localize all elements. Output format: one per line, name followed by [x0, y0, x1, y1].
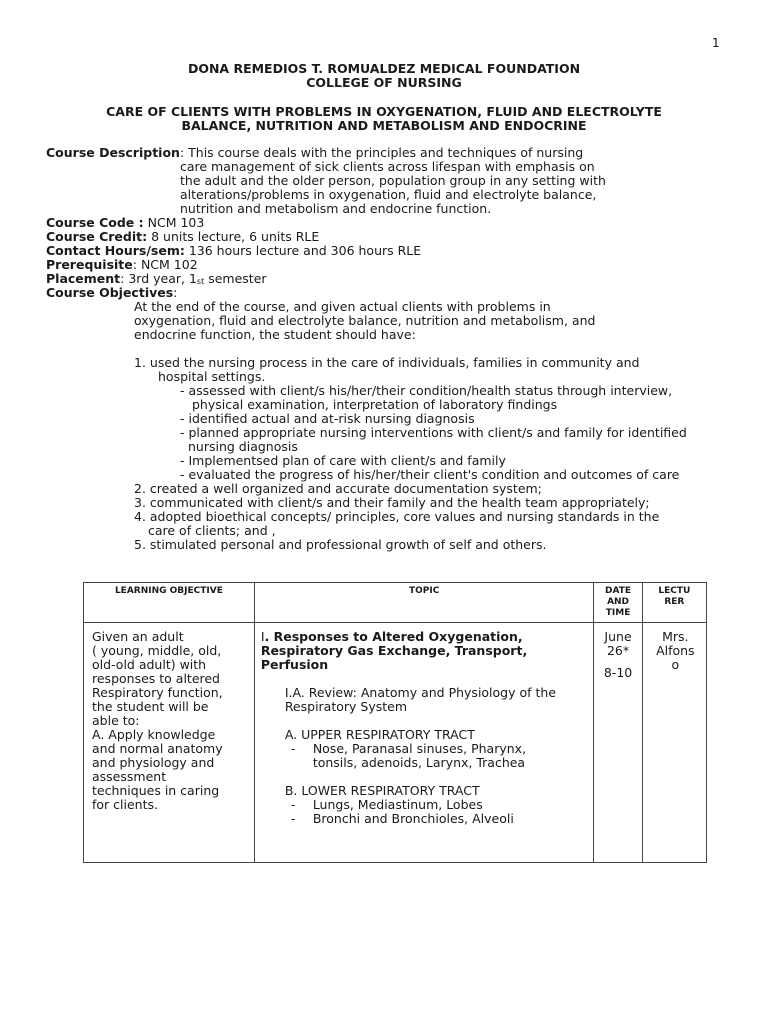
- objectives-intro-line: oxygenation, fluid and electrolyte balance, nutrition and metabolism, and: [134, 313, 596, 328]
- lecturer-cell: Mrs. Alfons o: [642, 623, 706, 863]
- course-description-line: care management of sick clients across lifespan with emphasis on: [180, 159, 595, 174]
- objective-sub-item: - Implementsed plan of care with client/s and family: [180, 453, 506, 468]
- institution-name: DONA REMEDIOS T. ROMUALDEZ MEDICAL FOUNDATION: [187, 61, 581, 76]
- learning-objective-cell: Given an adult ( young, middle, old, old-old adult) with responses to altered Respiratory function, the student will be able to: A. Apply knowledge and normal anatomy and physiology and assessment techniques in caring for clients.: [84, 623, 255, 863]
- objective-item-1-cont: hospital settings.: [158, 369, 266, 384]
- course-objectives-row: [46, 286, 177, 300]
- upper-tract-item-cont: tonsils, adenoids, Larynx, Trachea: [312, 755, 526, 770]
- objective-item-4-cont: care of clients; and ,: [148, 523, 276, 538]
- course-code-value: NCM 103: [143, 215, 205, 230]
- course-description-line: nutrition and metabolism and endocrine function.: [180, 201, 492, 216]
- contact-hours-value: 136 hours lecture and 306 hours RLE: [184, 243, 422, 258]
- session-time: 8-10: [603, 665, 633, 680]
- placement-semester: semester: [204, 271, 267, 286]
- course-objectives-colon: :: [173, 285, 178, 300]
- bullet-dash: -: [290, 797, 296, 812]
- lower-tract-item-text: Bronchi and Bronchioles, Alveoli: [312, 811, 514, 826]
- prerequisite-label: Prerequisite: [46, 257, 133, 272]
- objective-item-5: 5. stimulated personal and professional growth of self and others.: [134, 537, 547, 552]
- upper-tract-item: [291, 742, 588, 756]
- header-lecturer: LECTU RER: [642, 583, 706, 623]
- topic-prefix: I: [260, 629, 265, 644]
- objective-item-1: 1. used the nursing process in the care of individuals, families in community and: [134, 355, 640, 370]
- objectives-intro-line: endocrine function, the student should have:: [134, 327, 416, 342]
- placement-ordinal: st: [196, 277, 205, 286]
- placement-label: Placement: [46, 271, 121, 286]
- course-description-row: [46, 146, 583, 160]
- course-description-label: Course Description: [46, 145, 180, 160]
- lower-tract-item: [291, 798, 588, 812]
- course-credit-label: Course Credit:: [46, 229, 148, 244]
- upper-tract-heading: A. UPPER RESPIRATORY TRACT: [284, 727, 475, 742]
- topic-cell: [254, 623, 594, 863]
- course-description-text: : This course deals with the principles and techniques of nursing: [179, 145, 584, 160]
- objective-item-3: 3. communicated with client/s and their family and the health team appropriately;: [134, 495, 650, 510]
- topic-title-text: . Responses to Altered Oxygenation, Respiratory Gas Exchange, Transport, Perfusion: [260, 629, 528, 672]
- contact-hours-label: Contact Hours/sem:: [46, 243, 185, 258]
- table-header-row: [84, 583, 707, 623]
- course-credit-value: 8 units lecture, 6 units RLE: [147, 229, 320, 244]
- objectives-intro-line: At the end of the course, and given actual clients with problems in: [134, 299, 551, 314]
- objective-sub-item-cont: nursing diagnosis: [188, 439, 298, 454]
- date-time-cell: [594, 623, 642, 863]
- page-number: 1: [712, 36, 720, 50]
- learning-plan-table: [83, 582, 707, 863]
- session-date: June 26*: [604, 629, 632, 658]
- header-learning-objective: LEARNING OBJECTIVE: [84, 583, 255, 623]
- contact-hours-row: [46, 244, 421, 258]
- document-title-line-1: CARE OF CLIENTS WITH PROBLEMS IN OXYGENATION, FLUID AND ELECTROLYTE: [106, 104, 662, 119]
- objective-sub-item: - identified actual and at-risk nursing diagnosis: [180, 411, 475, 426]
- objective-sub-item-cont: physical examination, interpretation of laboratory findings: [192, 397, 558, 412]
- header-date-time: DATE AND TIME: [594, 583, 642, 623]
- document-title-line-2: BALANCE, NUTRITION AND METABOLISM AND ENDOCRINE: [181, 118, 587, 133]
- lower-tract-heading: B. LOWER RESPIRATORY TRACT: [284, 783, 480, 798]
- placement-value: : 3rd year, 1: [120, 271, 197, 286]
- objective-sub-item: - assessed with client/s his/her/their condition/health status through interview,: [180, 383, 673, 398]
- objective-item-2: 2. created a well organized and accurate documentation system;: [134, 481, 542, 496]
- table-row: [84, 623, 707, 863]
- topic-title: [261, 630, 588, 672]
- course-objectives-label: Course Objectives: [46, 285, 174, 300]
- bullet-dash: -: [290, 741, 296, 756]
- header-topic: TOPIC: [254, 583, 594, 623]
- objective-sub-item: - planned appropriate nursing interventions with client/s and family for identified: [180, 425, 687, 440]
- course-description-line: the adult and the older person, population group in any setting with: [180, 173, 606, 188]
- lower-tract-item-text: Lungs, Mediastinum, Lobes: [312, 797, 483, 812]
- prerequisite-row: [46, 258, 198, 272]
- prerequisite-value: : NCM 102: [132, 257, 198, 272]
- bullet-dash: -: [290, 811, 296, 826]
- upper-tract-item-text: Nose, Paranasal sinuses, Pharynx,: [312, 741, 527, 756]
- course-description-line: alterations/problems in oxygenation, fluid and electrolyte balance,: [180, 187, 597, 202]
- course-code-label: Course Code :: [46, 215, 144, 230]
- course-credit-row: [46, 230, 319, 244]
- topic-review: I.A. Review: Anatomy and Physiology of the Respiratory System: [284, 685, 557, 714]
- college-name: COLLEGE OF NURSING: [306, 75, 462, 90]
- lower-tract-item: [291, 812, 588, 826]
- objective-item-4: 4. adopted bioethical concepts/ principles, core values and nursing standards in the: [134, 509, 660, 524]
- course-code-row: [46, 216, 204, 230]
- objective-sub-item: - evaluated the progress of his/her/their client's condition and outcomes of care: [180, 467, 680, 482]
